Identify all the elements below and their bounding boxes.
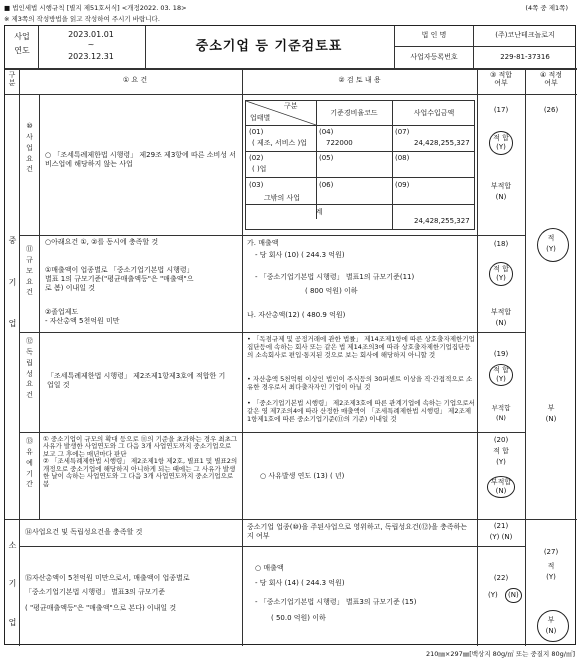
table-code-head: 기준경비율코드 <box>330 109 378 117</box>
fit2-no-26: (26) <box>543 106 559 114</box>
fit-no-19: (19) <box>493 350 509 358</box>
fit-19-nn: (N) <box>496 414 506 422</box>
form-frame <box>4 25 576 645</box>
row1-rev-no: (07) <box>395 128 410 136</box>
fit-18-nn: (N) <box>495 319 507 327</box>
item-small-req: ⑭사업요건 및 독립성요건을 충족할 것 <box>25 528 143 536</box>
biz-no-label: 사업자등록번호 <box>410 53 458 61</box>
small-size-review-3: - 「중소기업기본법 시행령」 별표3의 규모기준 (15) <box>255 598 417 606</box>
fit-17-nn: (N) <box>495 193 507 201</box>
table-rev-head: 사업수입금액 <box>413 109 455 117</box>
col-gubun: 구 분 <box>8 71 16 87</box>
row1-rev: 24,428,255,327 <box>414 139 470 147</box>
row3-name: 그밖의 사업 <box>264 194 301 202</box>
indep-review-1: • 「독점규제 및 공정거래에 관한 법률」 제14조제1항에 따른 상호출자제한기업집단등에 속하는 회사 또는 같은 법 제14조의3에 따라 상호출자제한기업집단등의 소속회사로 편입·통지된 것으로 보는 회사에 해당하지 아니할 것 <box>247 335 475 359</box>
indep-review-2: • 자산총액 5천억원 이상인 법인이 주식등의 30퍼센트 이상을 직·간접적으로 소유한 경우로서 최다출자자인 기업이 아닐 것 <box>247 375 473 391</box>
period-to: 2023.12.31 <box>68 52 114 61</box>
size-review-1: 가. 매출액 <box>247 239 279 247</box>
row3-rev-no: (09) <box>395 181 410 189</box>
item-small-size-req-3: ( "평균매출액등"은 "매출액"으로 본다) 이내일 것 <box>25 604 177 612</box>
item-size-req-1: ○아래요건 ①, ②를 동시에 충족할 것 <box>45 238 159 246</box>
fit-20-selected <box>487 476 515 498</box>
fit-20-n: 부적합 <box>490 478 512 486</box>
page-indicator: (4쪽 중 제1쪽) <box>525 4 568 12</box>
fit2-sme-n: 부 <box>547 404 555 412</box>
corp-name: (주)코난테크놀로지 <box>495 31 555 39</box>
fit-22-n: (N) <box>508 591 519 599</box>
item-size-req-2: ①매출액이 업종별로 「중소기업기본법 시행령」 별표 1의 규모기준("평균매출액등"은 "매출액"으로 봄) 이내일 것 <box>45 266 194 292</box>
fit2-no-27: (27) <box>543 548 559 556</box>
table-biz-type: 업태별 <box>250 114 271 122</box>
fit-no-21: (21) <box>493 522 509 530</box>
fit-20-nn: (N) <box>495 486 507 495</box>
item-business-req: ○ 「조세특례제한법 시행령」 제29조 제3항에 따른 소비성 서비스업에 해당하지 않는 사업 <box>45 151 237 168</box>
fit2-small-yy: (Y) <box>546 573 556 581</box>
business-type-table <box>245 100 475 230</box>
item-size-label: ⑪ 규 모 요 건 <box>26 245 33 297</box>
instruction-note: ※ 제3쪽의 작성방법을 읽고 작성하여 주시기 바랍니다. <box>4 15 160 23</box>
total-label: 계 <box>315 208 323 216</box>
grace-review: ○ 사유발생 연도 (13) ( 년) <box>260 472 345 480</box>
row2-no: (02) <box>249 154 264 162</box>
fit2-small-selected <box>537 610 569 642</box>
fit-18-yy: (Y) <box>496 273 506 282</box>
group-sme-label: 중 기 업 <box>8 236 17 329</box>
fit-no-18: (18) <box>493 240 509 248</box>
total-rev: 24,428,255,327 <box>414 217 470 225</box>
fit-17-y: 적 합 <box>493 134 509 142</box>
fit-17-n: 부적합 <box>490 182 512 190</box>
size-review-3: - 「중소기업기본법 시행령」 별표1의 규모기준(11) <box>255 273 415 281</box>
fit-17-selected <box>489 131 513 155</box>
row2-name: ( )업 <box>252 165 267 173</box>
size-review-5: 나. 자산총액(12) ( 480.9 억원) <box>247 311 346 319</box>
period-tilde: ~ <box>87 40 95 49</box>
row2-rev-no: (08) <box>395 154 410 162</box>
paper-spec: 210㎜×297㎜[백상지 80g/㎡ 또는 중질지 80g/㎡] <box>425 650 575 658</box>
fit-no-17: (17) <box>493 106 509 114</box>
row2-code-no: (05) <box>319 154 334 162</box>
item-grace-req: ① 중소기업이 규모의 확대 등으로 ⑪의 기준을 초과하는 경우 최초그 사유가 발생한 사업연도와 그 다음 3개 사업연도까지 중소기업으로 보고 그 후에는 매년마다 판단 ② 「조세특례제한법 시행령」 제2조제1항 제2호, 별표1 및 별표2의 개정으로 중소기업에 해당하지 아니하게 되는 때에는 그 사유가 발생한 날이 속하는 사업연도와 그 다음 3개 사업연도까지 중소기업으로 봄 <box>43 435 238 488</box>
item-small-size-req-1: ⑮자산총액이 5천억원 미만으로서, 매출액이 업종별로 <box>25 574 190 582</box>
fit-19-selected <box>489 364 513 386</box>
small-size-review-1: ○ 매출액 <box>255 564 284 572</box>
col-review: ② 검 토 내 용 <box>338 76 381 84</box>
biz-no: 229-81-37316 <box>500 53 550 61</box>
fit-no-20: (20) <box>493 436 509 444</box>
col-fit: ③ 적합 여부 <box>489 71 513 88</box>
fit-22-y: (Y) <box>488 591 498 599</box>
form-reference: ■ 법인세법 시행규칙 [별지 제51호서식] <개정2022. 03. 18> <box>4 4 187 12</box>
period-from: 2023.01.01 <box>68 30 114 39</box>
fit-21-options: (Y) (N) <box>489 533 513 541</box>
fit-19-n: 부적합 <box>491 404 511 412</box>
item-indep-req: 「조세특례제한법 시행령」 제2조제1항제3호에 적합한 기업일 것 <box>47 372 226 389</box>
size-review-4: ( 800 억원) 이하 <box>305 287 358 295</box>
fit2-small-nn: (N) <box>545 627 557 635</box>
row1-code: 722000 <box>326 139 353 147</box>
fit-18-n: 부적합 <box>490 308 512 316</box>
table-gubun: 구분 <box>284 102 298 110</box>
fit-20-yy: (Y) <box>496 458 506 466</box>
year-label-2: 연도 <box>14 46 30 55</box>
item-business-label: ⑩ 사 업 요 건 <box>26 122 33 174</box>
fit-no-22: (22) <box>493 574 509 582</box>
col-fit2: ④ 적정 여부 <box>539 71 563 88</box>
fit-18-y: 적 합 <box>493 265 509 273</box>
row3-no: (03) <box>249 181 264 189</box>
corp-name-label: 법 인 명 <box>421 31 447 39</box>
fit2-sme-yy: (Y) <box>546 245 556 253</box>
row3-code-no: (06) <box>319 181 334 189</box>
item-grace-label: ⑬ 유 예 기 간 <box>26 437 33 489</box>
fit-19-y: 적 합 <box>493 366 509 374</box>
item-indep-label: ⑫ 독 립 성 요 건 <box>26 337 33 400</box>
small-size-review-4: ( 50.0 억원) 이하 <box>271 614 326 622</box>
fit2-small-n: 부 <box>547 616 555 624</box>
fit-20-y: 적 합 <box>493 447 509 455</box>
item-size-req-3: ②졸업제도 - 자산총액 5천억원 미만 <box>45 308 120 325</box>
form-title: 중소기업 등 기준검토표 <box>195 39 343 54</box>
row1-no: (01) <box>249 128 264 136</box>
fit2-sme-y: 적 <box>547 234 555 242</box>
row1-code-no: (04) <box>319 128 334 136</box>
fit2-small-y: 적 <box>547 562 555 570</box>
item-small-size-req-2: 「중소기업기본법 시행령」 별표3의 규모기준 <box>25 588 166 596</box>
fit2-sme-nn: (N) <box>545 415 557 423</box>
indep-review-3: • 「중소기업기본법 시행령」 제2조제3호에 따른 관계기업에 속하는 기업으로서 같은 영 제7조의4에 따라 산정한 매출액이 「조세특례제한법 시행령」 제2조제1항제1호에 따른 중소기업기준(⑪의 기준) 이내일 것 <box>247 399 475 423</box>
fit-19-yy: (Y) <box>496 374 506 383</box>
fit-17-yy: (Y) <box>496 142 506 151</box>
fit-18-selected <box>489 262 513 286</box>
group-small-label: 소 기 업 <box>8 541 17 627</box>
small-size-review-2: - 당 회사 (14) ( 244.3 억원) <box>255 579 345 587</box>
form-header <box>4 4 576 14</box>
year-label-1: 사업 <box>14 32 30 41</box>
fit-22-selected <box>505 588 522 603</box>
col-requirements: ① 요 건 <box>122 76 148 84</box>
size-review-2: - 당 회사 (10) ( 244.3 억원) <box>255 251 345 259</box>
row1-name: ( 제조, 서비스 )업 <box>252 139 307 147</box>
small-review: 중소기업 업종(⑩)을 주된사업으로 영위하고, 독립성요건(⑫)을 충족하는지 여부 <box>247 523 468 540</box>
